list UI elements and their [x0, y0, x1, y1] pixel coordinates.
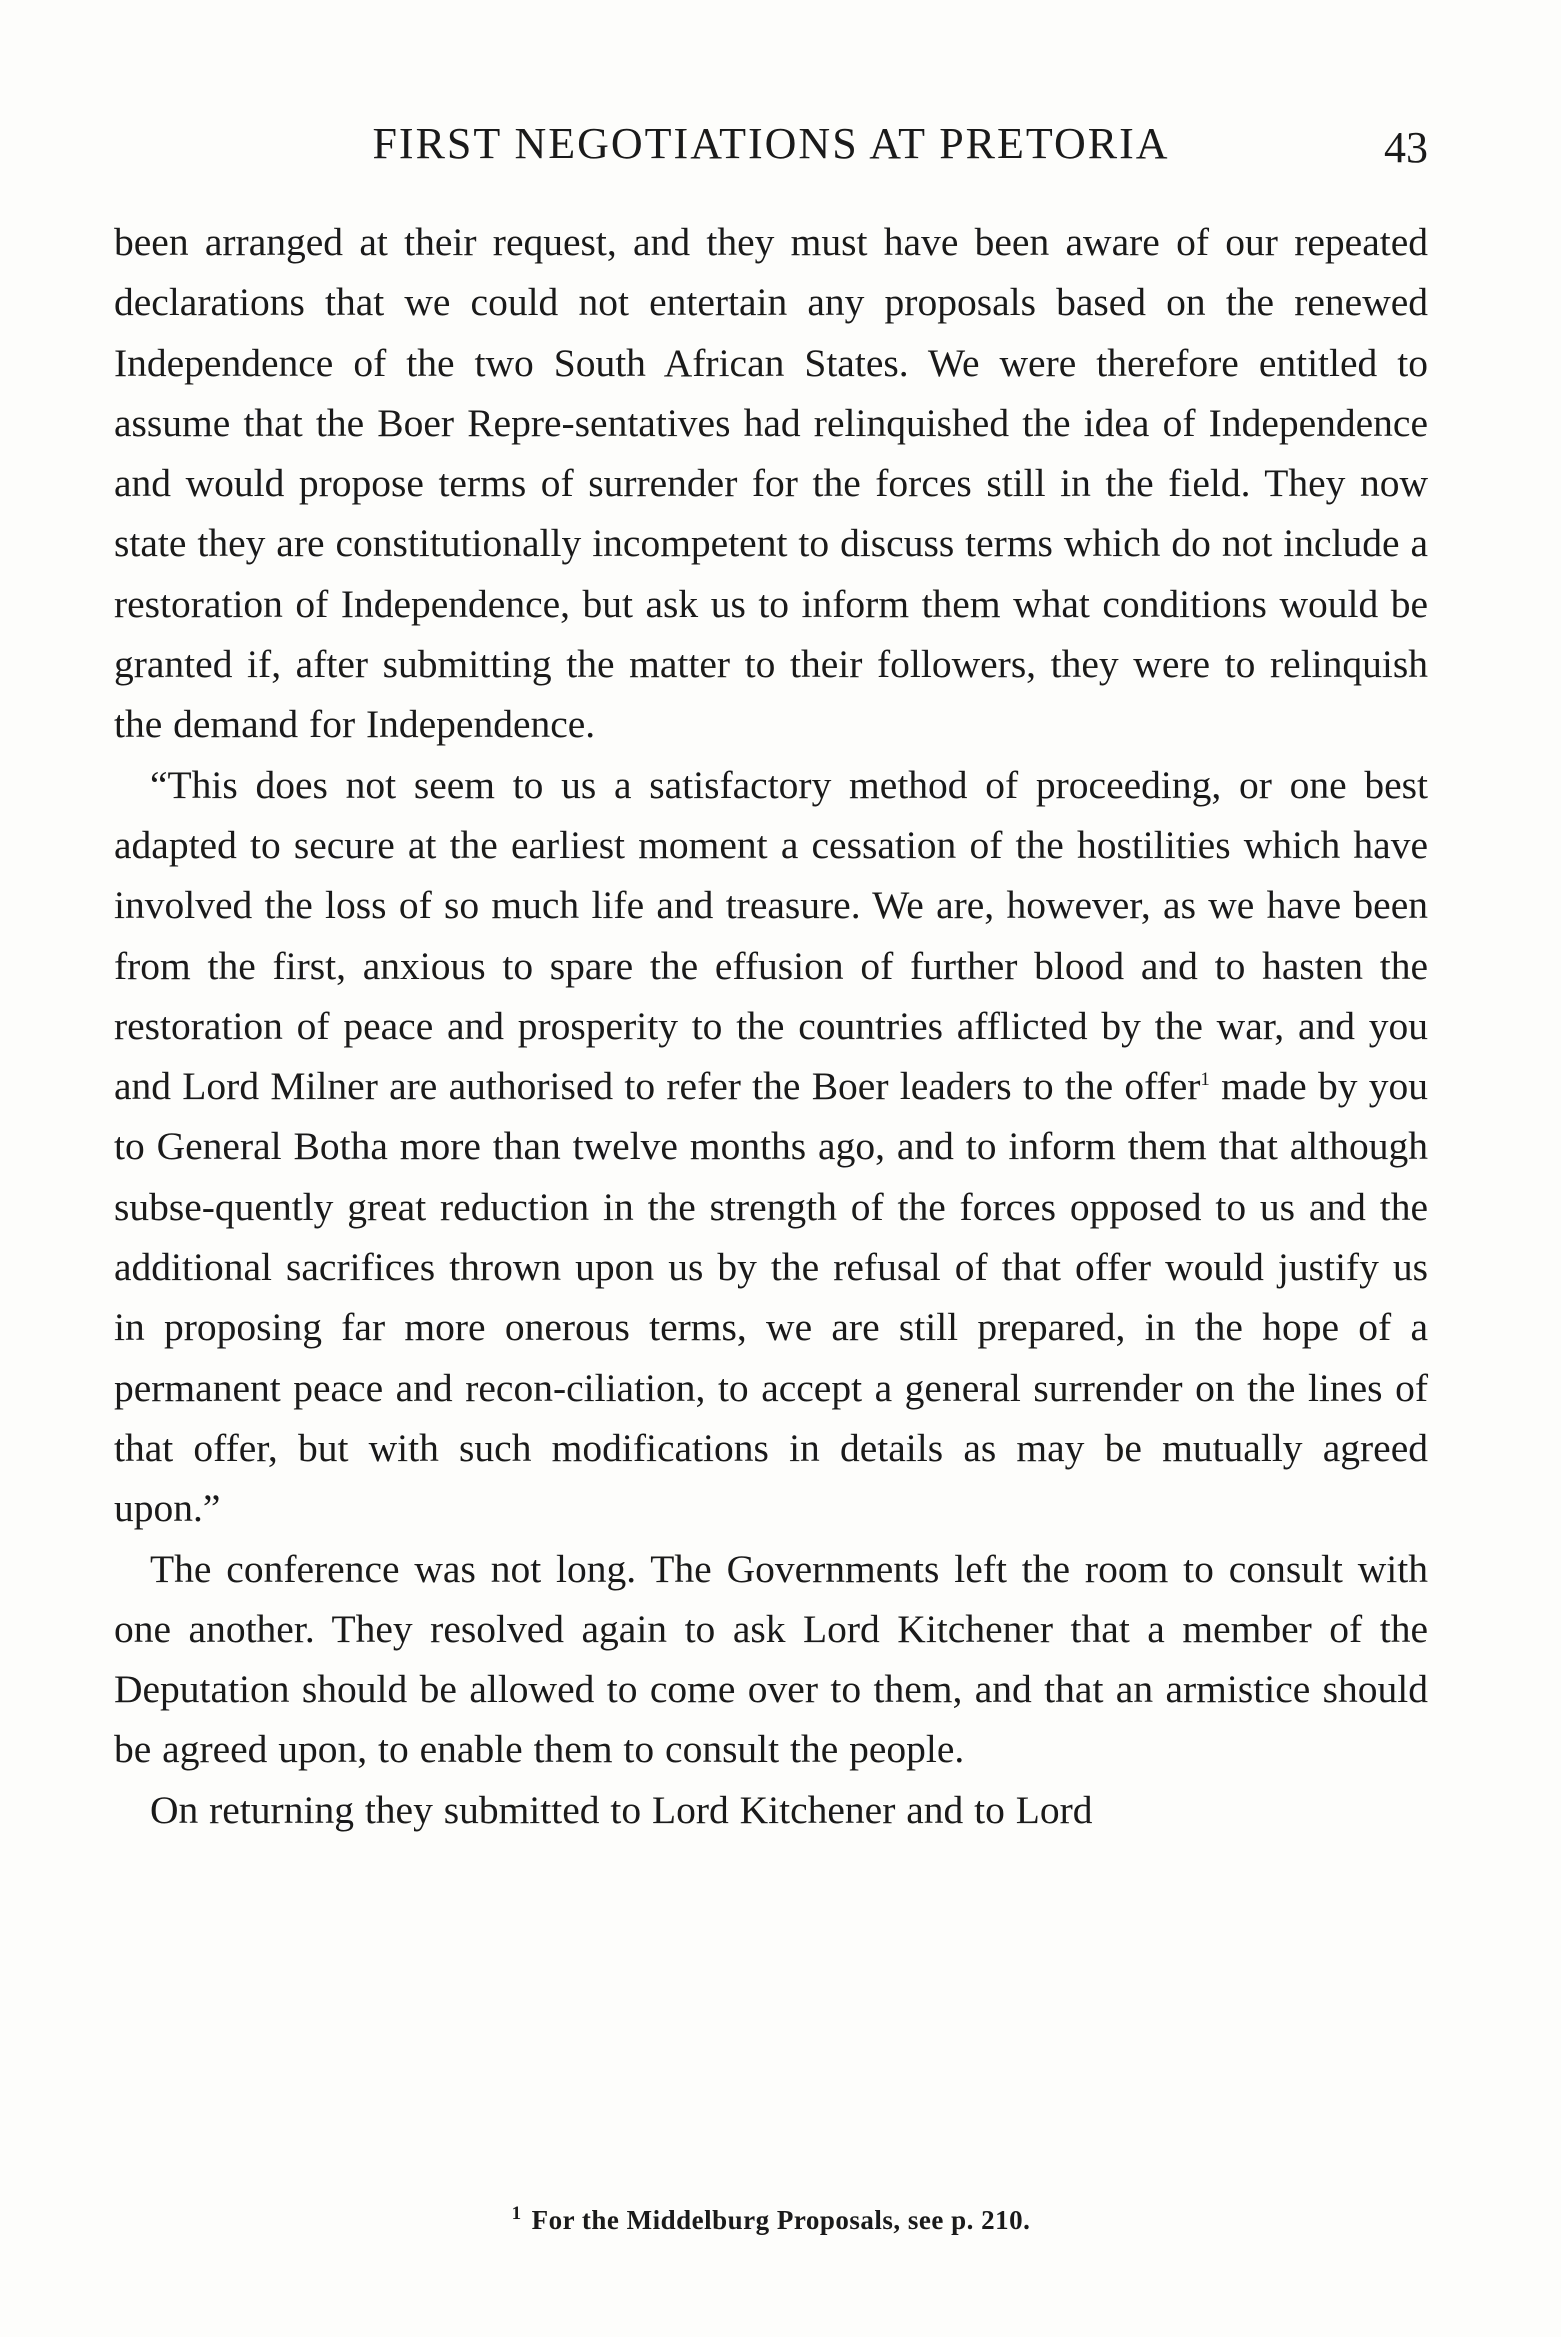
paragraph-conference: The conference was not long. The Governments left the room to consult with one another. They resolved again to ask Lord Kitchener that a member of the Deputation should be allowed to come over to them, and that an armistice should be agreed upon, to enable them to consult the people.: [114, 1546, 1428, 1772]
body-text: [114, 212, 1428, 1840]
running-title: FIRST NEGOTIATIONS AT PRETORIA: [372, 119, 1170, 168]
quotation-part-1: “This does not seem to us a satisfactory method of proceeding, or one best adapted to secure at the earliest moment a cessation of the hostilities which have involved the loss of so much life and treasure. We are, however, as we have been from the first, anxious to spare the effusion of further blood and to hasten the restoration of peace and prosperity to the countries afflicted by the war, and you and Lord Milner are authorised to refer the Boer leaders to the offer: [114, 762, 1428, 1109]
quotation-part-2: made by you to General Botha more than twelve months ago, and to inform them that although subse-quently great reduction in the strength of the forces opposed to us and the additional sacrifices thrown upon us by the refusal of that offer would justify us in proposing far more onerous terms, we are still prepared, in the hope of a permanent peace and recon-ciliation, to accept a general surrender on the lines of that offer, but with such modifications in details as may be mutually agreed upon.”: [114, 1064, 1428, 1531]
page-number: 43: [1384, 123, 1428, 172]
running-head: [114, 112, 1428, 182]
paragraph-returning: On returning they submitted to Lord Kitchener and to Lord: [150, 1787, 1093, 1832]
paragraph-continued: been arranged at their request, and they must have been aware of our repeated declarations that we could not entertain any proposals based on the renewed Independence of the two South African States. We were therefore entitled to assume that the Boer Repre-sentatives had relinquished the idea of Independence and would propose terms of surrender for the forces still in the field. They now state they are constitutionally incompetent to discuss terms which do not include a restoration of Independence, but ask us to inform them what conditions would be granted if, after submitting the matter to their followers, they were to relinquish the demand for Independence.: [114, 220, 1428, 747]
footnote-mark: 1: [511, 2203, 522, 2224]
paragraph-quotation: [114, 755, 1428, 1539]
footnote-text: For the Middelburg Proposals, see p. 210.: [531, 2205, 1031, 2235]
footnote-reference: 1: [1200, 1069, 1210, 1090]
footnote: [114, 2203, 1428, 2236]
